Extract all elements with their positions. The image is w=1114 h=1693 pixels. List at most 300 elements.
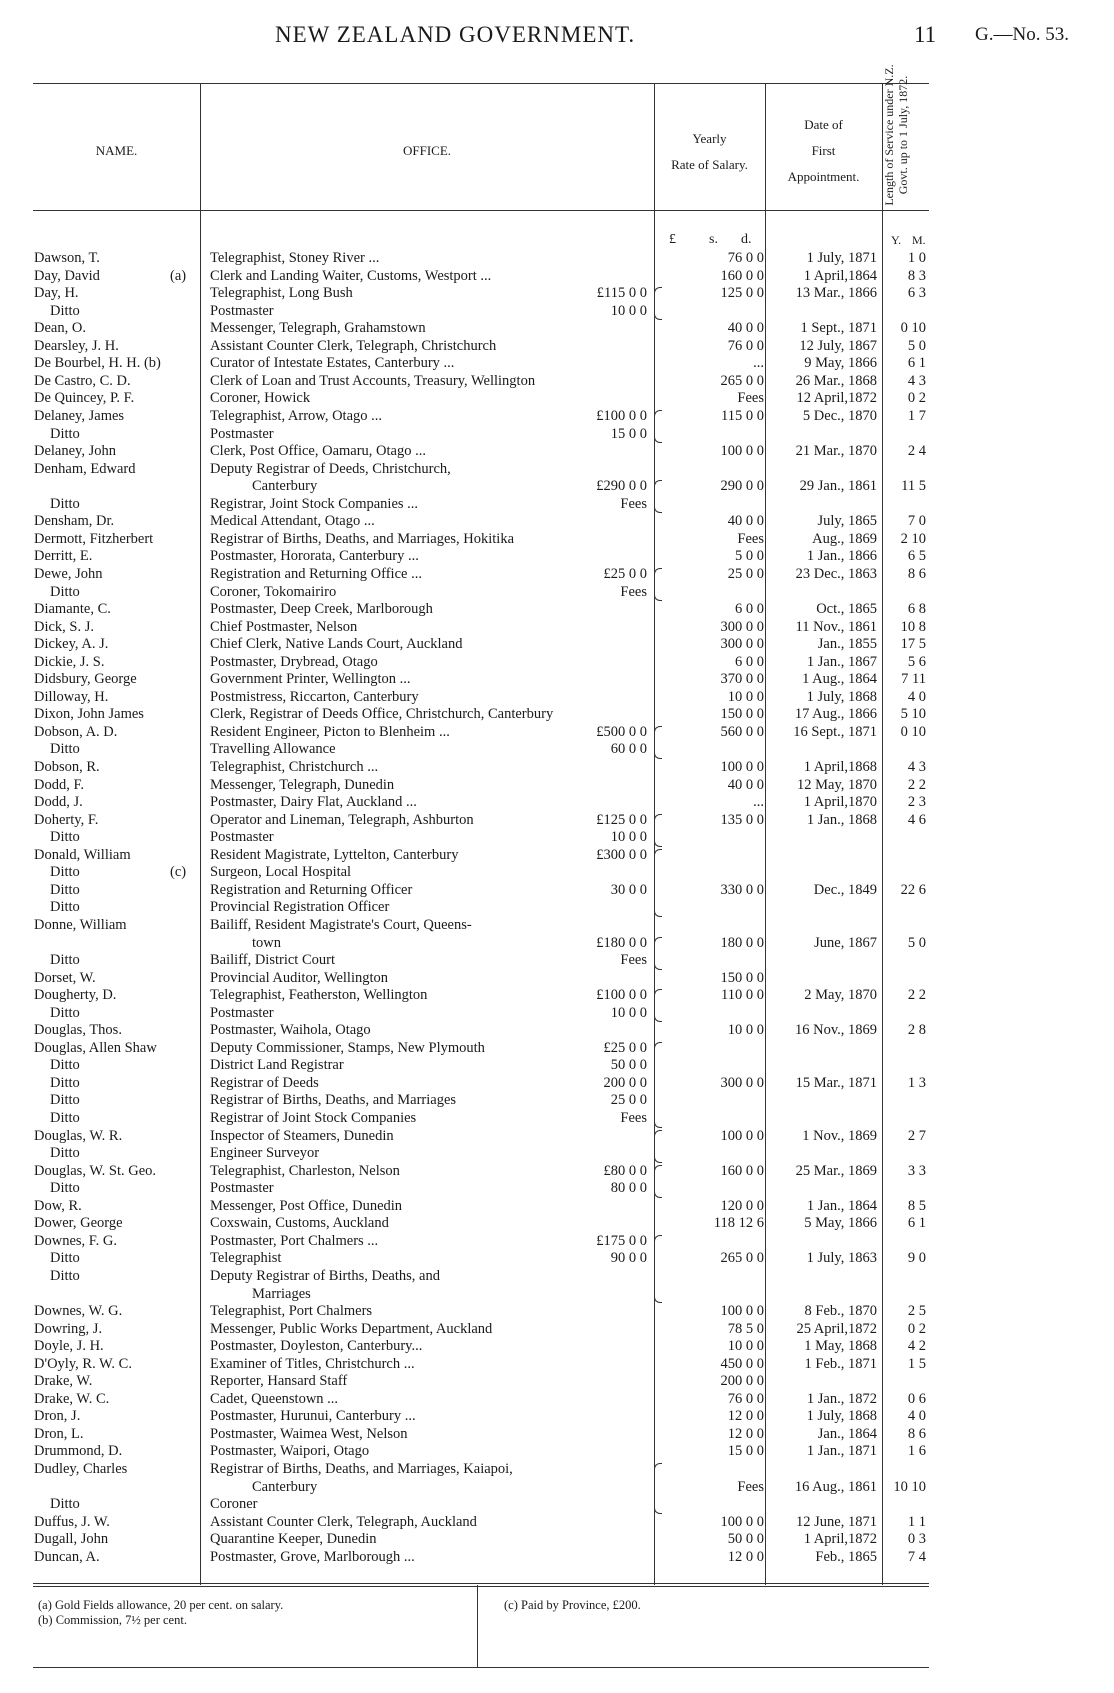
appointment-date-cell: 21 Mar., 1870 [795,443,877,460]
part-amount-cell: 90 0 0 [610,1250,647,1267]
grouping-brace [654,287,662,320]
salary-cell: ... [753,794,764,811]
appointment-date-cell: 1 Aug., 1864 [802,671,877,688]
table-row [0,390,1114,408]
name-cell: Ditto [50,1057,80,1074]
office-cell: Messenger, Public Works Department, Auckland [210,1320,493,1337]
office-cell: Postmaster, Port Chalmers ... [210,1232,379,1249]
table-row [0,338,1114,356]
office-cell: Clerk and Landing Waiter, Customs, Westport ... [210,267,492,284]
service-length-cell: 8 6 [907,565,926,582]
office-cell: Postmistress, Riccarton, Canterbury [210,688,419,705]
table-row [0,1303,1114,1321]
header-date-line: First [811,143,836,158]
name-cell: Diamante, C. [34,601,111,617]
office-cell: Deputy Commissioner, Stamps, New Plymouth [210,1039,485,1056]
appointment-date-cell: 11 Nov., 1861 [795,618,877,635]
salary-cell: 15 0 0 [727,1443,764,1460]
service-length-cell: 8 5 [907,1197,926,1214]
service-length-cell: 8 6 [907,1425,926,1442]
grouping-brace [654,937,662,970]
part-amount-cell: £180 0 0 [596,934,647,951]
table-row [0,1092,1114,1110]
table-row [0,1391,1114,1409]
office-cell: Postmaster [210,425,274,442]
service-length-cell: 9 0 [907,1250,926,1267]
table-row [0,829,1114,847]
table-row [0,654,1114,672]
name-cell: Ditto [50,302,80,319]
name-cell: Ditto [50,1074,80,1091]
name-cell: Delaney, John [34,443,117,460]
service-length-cell: 17 5 [900,636,926,653]
grouping-brace [654,726,662,759]
appointment-date-cell: 23 Dec., 1863 [795,565,877,582]
salary-cell: 76 0 0 [727,250,764,266]
grouping-brace [654,989,662,1022]
name-cell: Ditto [50,1496,80,1512]
unit-pounds: £ [669,232,676,247]
table-row [0,1128,1114,1146]
part-amount-cell: 50 0 0 [610,1057,647,1074]
service-length-cell: 2 7 [907,1127,926,1144]
appointment-date-cell: Jan., 1864 [817,1425,877,1442]
office-cell: Messenger, Post Office, Dunedin [210,1197,403,1214]
appointment-date-cell: Jan., 1855 [817,636,877,653]
table-row [0,1233,1114,1251]
salary-cell: 265 0 0 [720,1250,764,1267]
name-cell: Douglas, Thos. [34,1022,122,1039]
name-cell: Dobson, R. [34,759,100,775]
table-row [0,566,1114,584]
name-cell: Donne, William [34,916,127,933]
table-row [0,355,1114,373]
appointment-date-cell: Feb., 1865 [815,1548,877,1565]
salary-cell: 160 0 0 [720,1162,764,1179]
table-row [0,601,1114,619]
header-name: NAME. [95,143,138,158]
name-cell: Ditto [50,864,80,881]
salary-cell: 150 0 0 [720,969,764,986]
header-service: Length of Service under N.Z. Govt. up to 1 July, 1872. [882,64,910,206]
office-cell: Messenger, Telegraph, Dunedin [210,776,395,793]
appointment-date-cell: June, 1867 [814,934,877,951]
note-cell: (a) [170,267,187,284]
name-cell: Doherty, F. [34,811,99,828]
table-row [0,1443,1114,1461]
table-row [0,1145,1114,1163]
service-length-cell: 5 10 [900,706,926,723]
name-cell: Dudley, Charles [34,1461,128,1477]
appointment-date-cell: Dec., 1849 [813,881,877,898]
appointment-date-cell: 17 Aug., 1866 [794,706,877,723]
name-cell: Dowring, J. [34,1320,103,1337]
appointment-date-cell: 1 Jan., 1872 [806,1390,877,1407]
name-cell: Duncan, A. [34,1548,100,1565]
service-length-cell: 5 0 [907,934,926,951]
table-row [0,548,1114,566]
name-cell: Ditto [50,952,80,968]
appointment-date-cell: 9 May, 1866 [804,355,877,372]
office-cell: Registrar of Deeds [210,1074,319,1091]
footnote-a: (a) Gold Fields allowance, 20 per cent. on salary. [38,1598,284,1612]
name-cell: Dodd, J. [34,794,83,811]
salary-cell: 300 0 0 [720,636,764,653]
office-cell: Telegraphist, Stoney River ... [210,250,380,266]
salary-cell: 115 0 0 [721,408,764,424]
service-length-cell: 6 1 [907,1215,926,1232]
service-length-cell: 10 10 [893,1478,926,1495]
table-row [0,1005,1114,1023]
name-cell: Doyle, J. H. [34,1338,104,1355]
header-salary-line: Yearly [692,131,727,146]
name-cell: Downes, W. G. [34,1303,123,1319]
office-cell: Postmaster, Doyleston, Canterbury... [210,1338,423,1355]
service-length-cell: 0 2 [907,1320,926,1337]
office-cell: Chief Clerk, Native Lands Court, Auckland [210,636,463,653]
service-length-cell: 2 5 [907,1303,926,1319]
name-cell: Denham, Edward [34,460,136,477]
name-cell: Dickie, J. S. [34,653,105,670]
appointment-date-cell: Oct., 1865 [816,601,877,617]
salary-cell: 10 0 0 [727,1338,764,1355]
office-cell: Postmaster [210,1180,274,1197]
salary-cell: 200 0 0 [720,1373,764,1390]
page-title: NEW ZEALAND GOVERNMENT. [275,22,636,47]
office-cell: Curator of Intestate Estates, Canterbury ... [210,355,455,372]
office-cell: Surgeon, Local Hospital [210,864,352,881]
name-cell: Dorset, W. [34,969,96,986]
salary-cell: 100 0 0 [720,1513,764,1530]
document-reference: G.—No. 53. [975,24,1069,45]
salary-cell: 160 0 0 [720,267,764,284]
appointment-date-cell: 1 Feb., 1871 [804,1355,877,1372]
part-amount-cell: £175 0 0 [596,1232,647,1249]
table-row [0,1198,1114,1216]
appointment-date-cell: July, 1865 [817,513,877,530]
part-amount-cell: 10 0 0 [610,829,647,846]
service-length-cell: 3 3 [907,1162,926,1179]
part-amount-cell: £100 0 0 [596,987,647,1004]
service-length-cell: 2 8 [907,1022,926,1039]
unit-years: Y. [891,233,902,247]
appointment-date-cell: 12 July, 1867 [799,337,877,354]
office-cell: Government Printer, Wellington ... [210,671,411,688]
table-row [0,899,1114,917]
salary-cell: 135 0 0 [720,811,764,828]
part-amount-cell: 15 0 0 [610,425,647,442]
salary-cell: 40 0 0 [727,513,764,530]
appointment-date-cell: 26 Mar., 1868 [795,372,877,389]
office-cell: Inspector of Steamers, Dunedin [210,1127,394,1144]
appointment-date-cell: 1 April,1868 [803,759,877,775]
service-length-cell: 4 0 [907,1408,926,1425]
part-amount-cell: 10 0 0 [610,302,647,319]
table-row [0,636,1114,654]
appointment-date-cell: 12 June, 1871 [796,1513,877,1530]
service-length-cell: 2 2 [907,776,926,793]
service-length-cell: 4 3 [907,759,926,775]
salary-cell: 12 0 0 [727,1425,764,1442]
service-length-cell: 5 0 [907,337,926,354]
name-cell: Douglas, W. St. Geo. [34,1162,157,1179]
name-cell: Ditto [50,1267,80,1284]
table-row [0,935,1114,953]
name-cell: Ditto [50,829,80,846]
name-cell: Ditto [50,583,80,600]
office-cell: Deputy Registrar of Deeds, Christchurch, [210,460,451,477]
footnote-divider [477,1585,478,1667]
salary-cell: 300 0 0 [720,1074,764,1091]
office-cell: Assistant Counter Clerk, Telegraph, Christchurch [210,337,497,354]
name-cell: Dickey, A. J. [34,636,109,653]
table-row [0,741,1114,759]
salary-cell: 100 0 0 [720,759,764,775]
service-length-cell: 1 3 [907,1074,926,1091]
table-row [0,1549,1114,1567]
grouping-brace [654,1042,662,1128]
table-row [0,1514,1114,1532]
service-length-cell: 2 4 [907,443,926,460]
appointment-date-cell: 16 Nov., 1869 [794,1022,877,1039]
office-cell: Registrar of Births, Deaths, and Marriages [210,1092,457,1109]
name-cell: Drake, W. [34,1373,93,1390]
appointment-date-cell: 5 Dec., 1870 [802,408,877,424]
office-cell: Resident Magistrate, Lyttelton, Canterbury [210,846,459,863]
office-cell: Coroner, Howick [210,390,311,407]
service-length-cell: 6 1 [907,355,926,372]
name-cell: Dougherty, D. [34,987,117,1004]
appointment-date-cell: 1 April,1872 [803,1531,877,1548]
table-row [0,864,1114,882]
office-cell: Coroner [210,1496,258,1512]
salary-cell: 12 0 0 [727,1548,764,1565]
table-row [0,812,1114,830]
table-row [0,1022,1114,1040]
table-row [0,1057,1114,1075]
service-length-cell: 0 6 [907,1390,926,1407]
salary-cell: 76 0 0 [727,1390,764,1407]
grouping-brace [654,814,662,847]
office-cell: Canterbury [252,478,318,495]
name-cell: D'Oyly, R. W. C. [34,1355,132,1372]
table-row [0,619,1114,637]
name-cell: Dean, O. [34,320,86,337]
table-row [0,373,1114,391]
table-row [0,671,1114,689]
table-row [0,970,1114,988]
salary-cell: Fees [737,390,764,407]
name-cell: Dower, George [34,1215,123,1232]
name-cell: Dron, L. [34,1425,84,1442]
table-row [0,478,1114,496]
table-row [0,1250,1114,1268]
office-cell: Operator and Lineman, Telegraph, Ashburton [210,811,474,828]
service-length-cell: 5 6 [907,653,926,670]
header-date [765,112,882,190]
service-length-cell: 0 10 [900,320,926,337]
name-cell: Dugall, John [34,1531,109,1548]
table-row [0,320,1114,338]
office-cell: Clerk, Post Office, Oamaru, Otago ... [210,443,426,460]
name-cell: De Quincey, P. F. [34,390,135,407]
name-cell: Dodd, F. [34,776,84,793]
table-row [0,268,1114,286]
salary-cell: 5 0 0 [735,548,764,565]
salary-cell: 118 12 6 [713,1215,764,1232]
salary-cell: 10 0 0 [727,688,764,705]
part-amount-cell: £290 0 0 [596,478,647,495]
office-cell: Registrar of Births, Deaths, and Marriages, Hokitika [210,530,515,547]
table-row [0,1163,1114,1181]
table-row [0,1075,1114,1093]
office-cell: Deputy Registrar of Births, Deaths, and [210,1267,440,1284]
office-cell: Telegraphist, Arrow, Otago ... [210,408,383,424]
appointment-date-cell: 15 Mar., 1871 [795,1074,877,1091]
office-cell: Postmaster, Waipori, Otago [210,1443,370,1460]
part-amount-cell: £300 0 0 [596,846,647,863]
page-header [0,22,1114,54]
appointment-date-cell: 16 Aug., 1861 [794,1478,877,1495]
table-row [0,1373,1114,1391]
name-cell: Dron, J. [34,1408,81,1425]
appointment-date-cell: 29 Jan., 1861 [799,478,877,495]
appointment-date-cell: 1 Nov., 1869 [802,1127,877,1144]
bottom-rule [33,1667,929,1668]
name-cell: Ditto [50,1180,80,1197]
part-amount-cell: 10 0 0 [610,1004,647,1021]
salary-cell: 40 0 0 [727,776,764,793]
office-cell: Clerk of Loan and Trust Accounts, Treasury, Wellington [210,372,536,389]
table-row [0,1268,1114,1286]
part-amount-cell: 80 0 0 [610,1180,647,1197]
header-rule [33,210,929,211]
office-cell: Postmaster, Grove, Marlborough ... [210,1548,415,1565]
header-date-line: Appointment. [787,169,860,184]
service-length-cell: 22 6 [900,881,926,898]
table-row [0,1426,1114,1444]
office-cell: Canterbury [252,1478,318,1495]
salary-cell: 180 0 0 [720,934,764,951]
appointment-date-cell: 1 July, 1868 [806,688,877,705]
office-cell: Postmaster, Waihola, Otago [210,1022,371,1039]
header-salary [654,126,765,178]
table-row [0,1040,1114,1058]
service-length-cell: 6 3 [907,285,926,302]
salary-cell: 76 0 0 [727,337,764,354]
office-cell: Telegraphist, Charleston, Nelson [210,1162,400,1179]
table-row [0,1321,1114,1339]
table-row [0,1110,1114,1128]
name-cell: Day, David [34,267,100,284]
service-length-cell: 0 3 [907,1531,926,1548]
salary-cell: 110 0 0 [721,987,764,1004]
table-row [0,952,1114,970]
salary-cell: 125 0 0 [720,285,764,302]
table-row [0,1356,1114,1374]
service-length-cell: 2 3 [907,794,926,811]
salary-cell: Fees [737,1478,764,1495]
table-row [0,285,1114,303]
office-cell: District Land Registrar [210,1057,344,1074]
office-cell: Telegraphist, Long Bush [210,285,353,302]
part-amount-cell: Fees [620,583,647,600]
appointment-date-cell: 1 April,1864 [803,267,877,284]
name-cell: Dobson, A. D. [34,723,118,740]
office-cell: Postmaster, Hurunui, Canterbury ... [210,1408,416,1425]
table-row [0,917,1114,935]
office-cell: Registrar of Joint Stock Companies [210,1110,417,1126]
office-cell: Registration and Returning Office ... [210,565,422,582]
salary-cell: 10 0 0 [727,1022,764,1039]
appointment-date-cell: 2 May, 1870 [804,987,877,1004]
name-cell: Dick, S. J. [34,618,95,635]
name-cell: Dixon, John James [34,706,144,723]
table-row [0,1338,1114,1356]
office-cell: Postmaster [210,302,274,319]
table-row [0,847,1114,865]
name-cell: Douglas, Allen Shaw [34,1039,157,1056]
salary-cell: 100 0 0 [720,1303,764,1319]
grouping-brace [654,1463,662,1514]
service-length-cell: 7 0 [907,513,926,530]
office-cell: Reporter, Hansard Staff [210,1373,348,1390]
name-cell: De Castro, C. D. [34,372,131,389]
salary-cell: 40 0 0 [727,320,764,337]
name-cell: Ditto [50,1004,80,1021]
name-cell: Ditto [50,1250,80,1267]
salary-cell: 150 0 0 [720,706,764,723]
table-row [0,777,1114,795]
table-row [0,1286,1114,1304]
office-cell: Engineer Surveyor [210,1145,320,1162]
office-cell: Cadet, Queenstown ... [210,1390,339,1407]
table-row [0,426,1114,444]
grouping-brace [654,1235,662,1303]
salary-cell: 450 0 0 [720,1355,764,1372]
part-amount-cell: Fees [620,952,647,968]
office-cell: Messenger, Telegraph, Grahamstown [210,320,426,337]
unit-months: M. [912,233,926,247]
table-row [0,1531,1114,1549]
appointment-date-cell: 13 Mar., 1866 [795,285,877,302]
name-cell: Douglas, W. R. [34,1127,123,1144]
service-length-cell: 6 5 [907,548,926,565]
part-amount-cell: Fees [620,495,647,512]
grouping-brace [654,1130,662,1163]
appointment-date-cell: 1 July, 1868 [806,1408,877,1425]
office-cell: Provincial Auditor, Wellington [210,969,389,986]
unit-pence: d. [741,232,752,247]
name-cell: Delaney, James [34,408,125,424]
service-length-cell: 4 6 [907,811,926,828]
service-length-cell: 1 1 [907,1513,926,1530]
name-cell: Dermott, Fitzherbert [34,530,154,547]
table-row [0,1215,1114,1233]
part-amount-cell: 200 0 0 [603,1074,647,1091]
table-row [0,250,1114,268]
office-cell: town [252,934,281,951]
service-length-cell: 7 4 [907,1548,926,1565]
office-cell: Registrar, Joint Stock Companies ... [210,495,419,512]
name-cell: Dow, R. [34,1197,82,1214]
appointment-date-cell: 1 May, 1868 [804,1338,877,1355]
table-row [0,794,1114,812]
service-length-cell: 2 2 [907,987,926,1004]
footnote-b: (b) Commission, 7½ per cent. [38,1613,187,1627]
office-cell: Postmaster [210,1004,274,1021]
name-cell: Didsbury, George [34,671,137,688]
